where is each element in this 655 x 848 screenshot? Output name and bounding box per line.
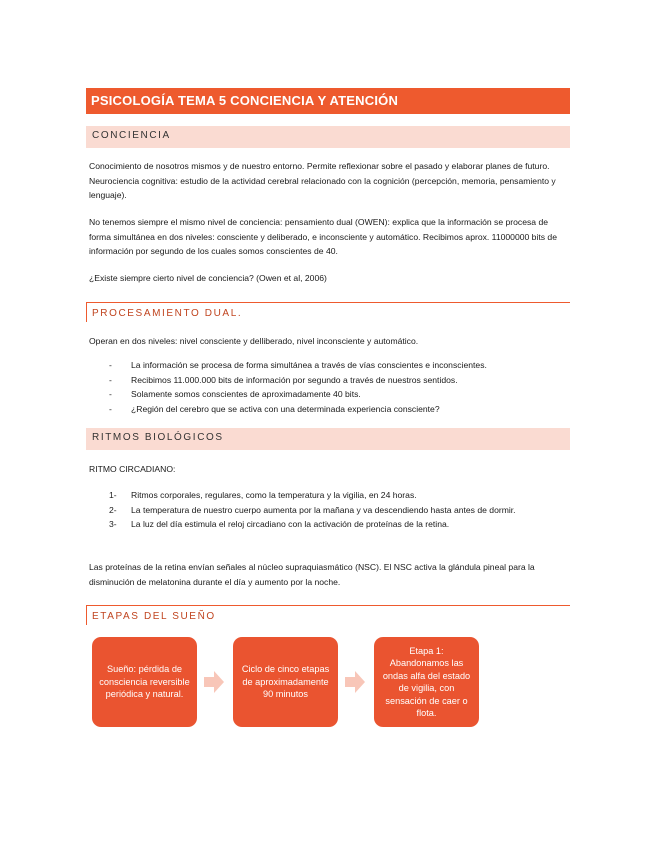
section-heading-conciencia: CONCIENCIA bbox=[86, 126, 570, 148]
process-box-2 bbox=[233, 637, 338, 727]
list-number: 2- bbox=[109, 504, 117, 515]
title-bar: PSICOLOGÍA TEMA 5 CONCIENCIA Y ATENCIÓN bbox=[86, 88, 570, 114]
list-item-text: La información se procesa de forma simultánea a través de vías conscientes e inconscientes. bbox=[131, 360, 487, 370]
procesamiento-list bbox=[89, 358, 567, 416]
list-item bbox=[89, 387, 567, 402]
list-item-text: Solamente somos conscientes de aproximadamente 40 bits. bbox=[131, 389, 361, 400]
list-number: 3- bbox=[109, 519, 117, 530]
arrow-right-icon bbox=[204, 671, 224, 693]
section-heading-procesamiento: PROCESAMIENTO DUAL. bbox=[86, 302, 570, 322]
list-item bbox=[89, 503, 567, 518]
conciencia-paragraph-3: ¿Existe siempre cierto nivel de conciencia? (Owen et al, 2006) bbox=[89, 273, 327, 283]
list-item-text: ¿Región del cerebro que se activa con una determinada experiencia consciente? bbox=[131, 403, 440, 414]
bullet-mark: - bbox=[109, 403, 112, 414]
list-item bbox=[89, 358, 567, 373]
conciencia-paragraph-2: No tenemos siempre el mismo nivel de conciencia: pensamiento dual (OWEN): explica que la información se procesa de forma simultánea en dos niveles: consciente y deliberado, e inconsciente y automático. Recibimos aprox. 11000000 bits de información por segundo de los cuales somos conscientes de 40. bbox=[89, 217, 557, 256]
list-item-text: La temperatura de nuestro cuerpo aumenta por la mañana y va descendiendo hasta antes de dormir. bbox=[131, 504, 516, 515]
list-item-text: Ritmos corporales, regulares, como la temperatura y la vigilia, en 24 horas. bbox=[131, 490, 417, 500]
list-item bbox=[89, 517, 567, 532]
list-item bbox=[89, 373, 567, 388]
list-number: 1- bbox=[109, 490, 117, 500]
list-item bbox=[89, 402, 567, 417]
conciencia-paragraph-1: Conocimiento de nosotros mismos y de nuestro entorno. Permite reflexionar sobre el pasado y elaborar planes de futuro. Neurociencia cognitiva: estudio de la actividad cerebral relacionado con la cognición (percepción, memoria, pensamiento y lenguaje). bbox=[89, 161, 556, 200]
list-item bbox=[89, 488, 567, 503]
process-box-text: Ciclo de cinco etapas de aproximadamente 90 minutos bbox=[241, 664, 330, 700]
process-box-text: Sueño: pérdida de consciencia reversible periódica y natural. bbox=[99, 664, 190, 700]
bullet-mark: - bbox=[109, 360, 112, 370]
process-box-3 bbox=[374, 637, 479, 727]
list-item-text: La luz del día estimula el reloj circadiano con la activación de proteínas de la retina. bbox=[131, 519, 450, 530]
process-box-text: Etapa 1: Abandonamos las ondas alfa del estado de vigilia, con sensación de caer o flota. bbox=[382, 645, 471, 718]
arrow-right-icon bbox=[345, 671, 365, 693]
list-item-text: Recibimos 11.000.000 bits de información por segundo a través de nuestros sentidos. bbox=[131, 374, 458, 385]
ritmos-closing-paragraph: Las proteínas de la retina envían señales al núcleo supraquiasmático (NSC). El NSC activa la glándula pineal para la disminución de melatonina durante el día y aumento por la noche. bbox=[89, 562, 535, 587]
ritmos-subheading: RITMO CIRCADIANO: bbox=[89, 464, 176, 474]
bullet-mark: - bbox=[109, 374, 112, 385]
section-heading-ritmos: RITMOS BIOLÓGICOS bbox=[86, 428, 570, 450]
section-heading-etapas: ETAPAS DEL SUEÑO bbox=[86, 605, 570, 625]
ritmos-list bbox=[89, 488, 567, 532]
bullet-mark: - bbox=[109, 389, 112, 400]
procesamiento-intro: Operan en dos niveles: nivel consciente y delliberado, nivel inconsciente y automático. bbox=[89, 336, 419, 346]
process-box-1 bbox=[92, 637, 197, 727]
